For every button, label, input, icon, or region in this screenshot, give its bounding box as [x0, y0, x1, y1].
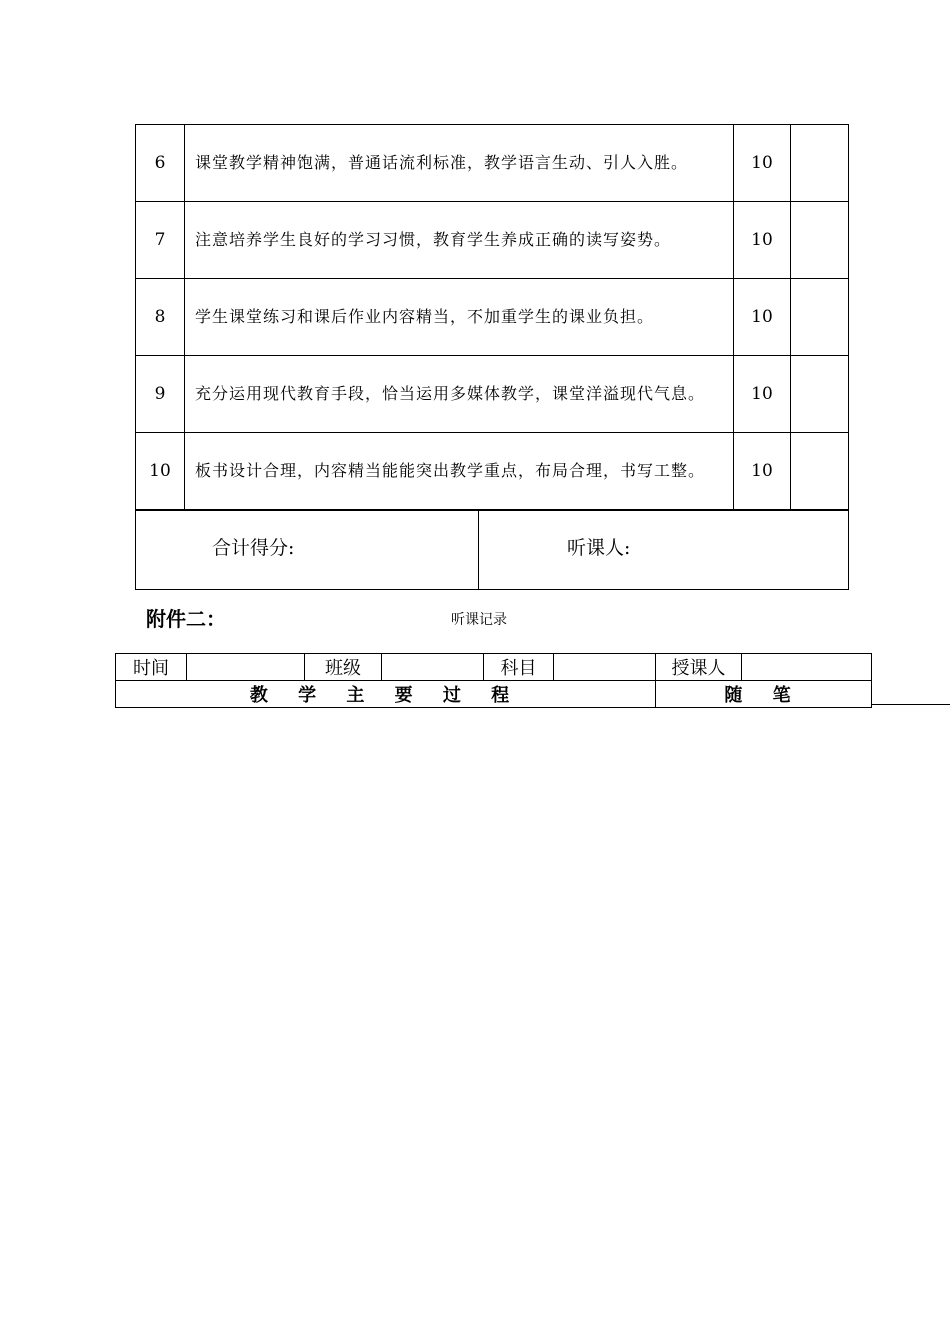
class-field[interactable]	[382, 654, 484, 681]
criteria-row-6	[136, 125, 849, 202]
record-section-row	[116, 681, 872, 708]
teacher-field[interactable]	[742, 654, 872, 681]
criteria-score: 10	[734, 279, 791, 356]
criteria-number: 9	[136, 356, 185, 433]
criteria-number: 8	[136, 279, 185, 356]
main-process-header: 教 学 主 要 过 程	[116, 681, 656, 708]
criteria-text: 充分运用现代教育手段，恰当运用多媒体教学，课堂洋溢现代气息。	[185, 356, 734, 433]
subject-field[interactable]	[554, 654, 656, 681]
criteria-row-8	[136, 279, 849, 356]
criteria-row-10	[136, 433, 849, 510]
listener-label: 听课人:	[567, 537, 631, 559]
attachment-title: 附件二：	[146, 607, 226, 631]
criteria-result-cell[interactable]	[791, 433, 849, 510]
criteria-text: 板书设计合理，内容精当能能突出教学重点，布局合理，书写工整。	[185, 433, 734, 510]
total-score-label: 合计得分:	[212, 537, 295, 559]
criteria-text: 注意培养学生良好的学习习惯，教育学生养成正确的读写姿势。	[185, 202, 734, 279]
criteria-result-cell[interactable]	[791, 279, 849, 356]
lecture-record-table	[115, 653, 872, 708]
criteria-text: 课堂教学精神饱满，普通话流利标准，教学语言生动、引人入胜。	[185, 125, 734, 202]
total-score-cell[interactable]	[136, 511, 479, 590]
teacher-label: 授课人	[656, 654, 742, 681]
record-header-row	[116, 654, 872, 681]
criteria-score: 10	[734, 356, 791, 433]
criteria-result-cell[interactable]	[791, 125, 849, 202]
criteria-row-9	[136, 356, 849, 433]
time-field[interactable]	[187, 654, 305, 681]
criteria-result-cell[interactable]	[791, 356, 849, 433]
subject-label: 科目	[484, 654, 554, 681]
criteria-result-cell[interactable]	[791, 202, 849, 279]
criteria-number: 7	[136, 202, 185, 279]
criteria-number: 10	[136, 433, 185, 510]
time-label: 时间	[116, 654, 187, 681]
criteria-row-7	[136, 202, 849, 279]
criteria-number: 6	[136, 125, 185, 202]
class-label: 班级	[305, 654, 382, 681]
criteria-text: 学生课堂练习和课后作业内容精当，不加重学生的课业负担。	[185, 279, 734, 356]
criteria-score: 10	[734, 433, 791, 510]
evaluation-table	[135, 124, 849, 510]
criteria-score: 10	[734, 125, 791, 202]
notes-header: 随 笔	[656, 681, 872, 708]
criteria-score: 10	[734, 202, 791, 279]
listener-cell[interactable]	[479, 511, 849, 590]
summary-table	[135, 510, 849, 590]
trailing-rule	[871, 704, 950, 705]
record-title: 听课记录	[451, 612, 507, 628]
